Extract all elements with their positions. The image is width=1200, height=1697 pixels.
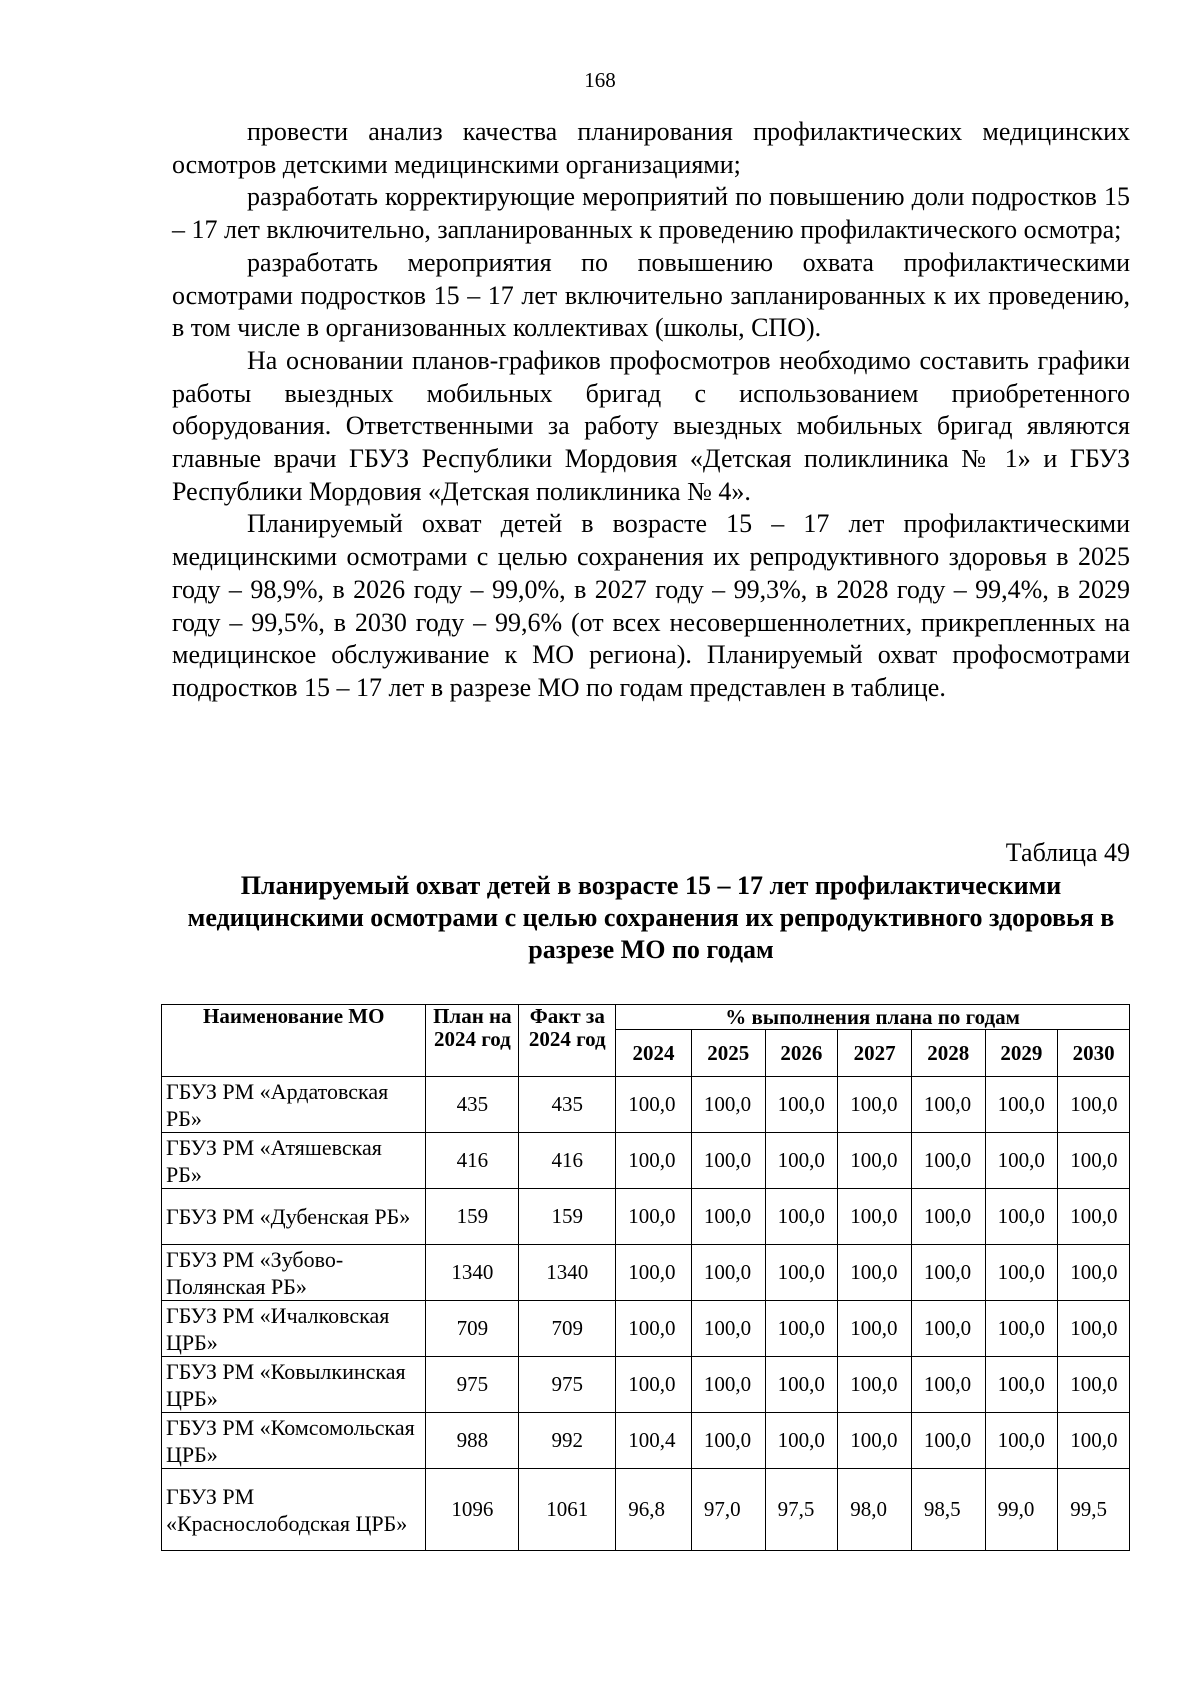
cell-pct: 100,0 <box>838 1133 912 1189</box>
cell-mo: ГБУЗ РМ «Комсомольская ЦРБ» <box>162 1413 426 1469</box>
cell-plan: 975 <box>426 1357 519 1413</box>
header-percent-group: % выполнения плана по годам <box>616 1005 1130 1030</box>
cell-pct: 100,0 <box>1058 1077 1130 1133</box>
cell-pct: 100,0 <box>691 1357 765 1413</box>
cell-pct: 100,0 <box>691 1077 765 1133</box>
cell-plan: 988 <box>426 1413 519 1469</box>
cell-plan: 159 <box>426 1189 519 1245</box>
header-year: 2026 <box>765 1030 838 1077</box>
header-row-1 <box>162 1005 1130 1030</box>
header-year: 2025 <box>691 1030 765 1077</box>
cell-plan: 416 <box>426 1133 519 1189</box>
cell-mo: ГБУЗ РМ «Ардатовская РБ» <box>162 1077 426 1133</box>
paragraph-2: разработать корректирующие мероприятий по повышению доли подростков 15 – 17 лет включительно, запланированных к проведению профилактического осмотра; <box>172 182 1130 245</box>
cell-mo: ГБУЗ РМ «Дубенская РБ» <box>162 1189 426 1245</box>
cell-pct: 100,4 <box>616 1413 692 1469</box>
table-title: Планируемый охват детей в возрасте 15 – 17 лет профилактическими медицинскими осмотрами с целью сохранения их репродуктивного здоровья в разрезе МО по годам <box>187 871 1115 964</box>
cell-fact: 1340 <box>519 1245 616 1301</box>
cell-fact: 159 <box>519 1189 616 1245</box>
cell-pct: 100,0 <box>838 1189 912 1245</box>
cell-mo: ГБУЗ РМ «Атяшевская РБ» <box>162 1133 426 1189</box>
table-row <box>162 1077 1130 1133</box>
cell-pct: 100,0 <box>985 1413 1058 1469</box>
table-row <box>162 1301 1130 1357</box>
cell-pct: 98,0 <box>838 1469 912 1551</box>
cell-pct: 100,0 <box>911 1077 985 1133</box>
paragraph-3: разработать мероприятия по повышению охвата профилактическими осмотрами подростков 15 – 17 лет включительно запланированных к их проведению, в том числе в организованных коллективах (школы, СПО). <box>172 247 1130 343</box>
cell-pct: 100,0 <box>985 1301 1058 1357</box>
cell-pct: 100,0 <box>985 1245 1058 1301</box>
cell-pct: 100,0 <box>838 1301 912 1357</box>
cell-pct: 100,0 <box>985 1357 1058 1413</box>
cell-pct: 100,0 <box>985 1189 1058 1245</box>
cell-pct: 100,0 <box>1058 1357 1130 1413</box>
paragraph-5: Планируемый охват детей в возрасте 15 – 17 лет профилактическими медицинскими осмотрами с целью сохранения их репродуктивного здоровья в 2025 году – 98,9%, в 2026 году – 99,0%, в 2027 году – 99,3%, в 2028 году – 99,4%, в 2029 году – 99,5%, в 2030 году – 99,6% (от всех несовершеннолетних, прикрепленных на медицинское обслуживание к МО региона). Планируемый охват профосмотрами подростков 15 – 17 лет в разрезе МО по годам представлен в таблице. <box>172 509 1130 702</box>
cell-pct: 100,0 <box>911 1357 985 1413</box>
cell-pct: 100,0 <box>616 1245 692 1301</box>
header-year: 2024 <box>616 1030 692 1077</box>
cell-pct: 100,0 <box>985 1077 1058 1133</box>
cell-fact: 709 <box>519 1301 616 1357</box>
header-year: 2028 <box>911 1030 985 1077</box>
cell-mo: ГБУЗ РМ «Ковылкинская ЦРБ» <box>162 1357 426 1413</box>
cell-plan: 1340 <box>426 1245 519 1301</box>
header-year: 2030 <box>1058 1030 1130 1077</box>
header-fact: Факт за 2024 год <box>519 1005 616 1077</box>
cell-pct: 100,0 <box>911 1189 985 1245</box>
cell-pct: 100,0 <box>691 1245 765 1301</box>
cell-fact: 975 <box>519 1357 616 1413</box>
cell-fact: 416 <box>519 1133 616 1189</box>
cell-pct: 100,0 <box>691 1301 765 1357</box>
cell-pct: 100,0 <box>765 1077 838 1133</box>
cell-fact: 1061 <box>519 1469 616 1551</box>
cell-mo: ГБУЗ РМ «Ичалковская ЦРБ» <box>162 1301 426 1357</box>
cell-pct: 100,0 <box>616 1357 692 1413</box>
cell-plan: 709 <box>426 1301 519 1357</box>
header-mo: Наименование МО <box>162 1005 426 1077</box>
cell-pct: 100,0 <box>838 1077 912 1133</box>
cell-pct: 97,0 <box>691 1469 765 1551</box>
table-row <box>162 1245 1130 1301</box>
cell-pct: 96,8 <box>616 1469 692 1551</box>
cell-pct: 100,0 <box>985 1133 1058 1189</box>
table-row <box>162 1133 1130 1189</box>
cell-pct: 100,0 <box>1058 1189 1130 1245</box>
cell-pct: 100,0 <box>765 1301 838 1357</box>
paragraph-1: провести анализ качества планирования профилактических медицинских осмотров детскими медицинскими организациями; <box>172 117 1130 179</box>
cell-pct: 100,0 <box>765 1357 838 1413</box>
header-plan: План на 2024 год <box>426 1005 519 1077</box>
cell-plan: 435 <box>426 1077 519 1133</box>
cell-fact: 992 <box>519 1413 616 1469</box>
cell-pct: 98,5 <box>911 1469 985 1551</box>
cell-pct: 100,0 <box>691 1189 765 1245</box>
table-label: Таблица 49 <box>1005 838 1130 867</box>
table-row <box>162 1189 1130 1245</box>
body-text <box>172 116 1130 705</box>
cell-pct: 100,0 <box>1058 1301 1130 1357</box>
cell-pct: 100,0 <box>765 1245 838 1301</box>
cell-fact: 435 <box>519 1077 616 1133</box>
cell-pct: 97,5 <box>765 1469 838 1551</box>
cell-mo: ГБУЗ РМ «Зубово-Полянская РБ» <box>162 1245 426 1301</box>
cell-pct: 100,0 <box>765 1133 838 1189</box>
table-row <box>162 1413 1130 1469</box>
cell-pct: 100,0 <box>1058 1133 1130 1189</box>
cell-pct: 100,0 <box>616 1077 692 1133</box>
paragraph-4: На основании планов-графиков профосмотров необходимо составить графики работы выездных мобильных бригад с использованием приобретенного оборудования. Ответственными за работу выездных мобильных бригад являются главные врачи ГБУЗ Республики Мордовия «Детская поликлиника № 1» и ГБУЗ Республики Мордовия «Детская поликлиника № 4». <box>172 345 1130 506</box>
cell-pct: 100,0 <box>691 1413 765 1469</box>
cell-pct: 100,0 <box>691 1133 765 1189</box>
cell-pct: 100,0 <box>765 1413 838 1469</box>
cell-plan: 1096 <box>426 1469 519 1551</box>
header-year: 2029 <box>985 1030 1058 1077</box>
cell-pct: 100,0 <box>911 1133 985 1189</box>
cell-pct: 100,0 <box>838 1357 912 1413</box>
cell-pct: 100,0 <box>616 1301 692 1357</box>
cell-pct: 99,0 <box>985 1469 1058 1551</box>
cell-pct: 100,0 <box>616 1133 692 1189</box>
cell-pct: 100,0 <box>838 1245 912 1301</box>
cell-pct: 100,0 <box>838 1413 912 1469</box>
cell-mo: ГБУЗ РМ «Краснослободская ЦРБ» <box>162 1469 426 1551</box>
cell-pct: 100,0 <box>911 1245 985 1301</box>
page-number: 168 <box>584 68 616 92</box>
header-year: 2027 <box>838 1030 912 1077</box>
cell-pct: 100,0 <box>1058 1245 1130 1301</box>
cell-pct: 99,5 <box>1058 1469 1130 1551</box>
cell-pct: 100,0 <box>616 1189 692 1245</box>
cell-pct: 100,0 <box>911 1413 985 1469</box>
cell-pct: 100,0 <box>1058 1413 1130 1469</box>
cell-pct: 100,0 <box>765 1189 838 1245</box>
table-row <box>162 1357 1130 1413</box>
cell-pct: 100,0 <box>911 1301 985 1357</box>
coverage-table <box>161 1004 1130 1551</box>
table-row <box>162 1469 1130 1551</box>
